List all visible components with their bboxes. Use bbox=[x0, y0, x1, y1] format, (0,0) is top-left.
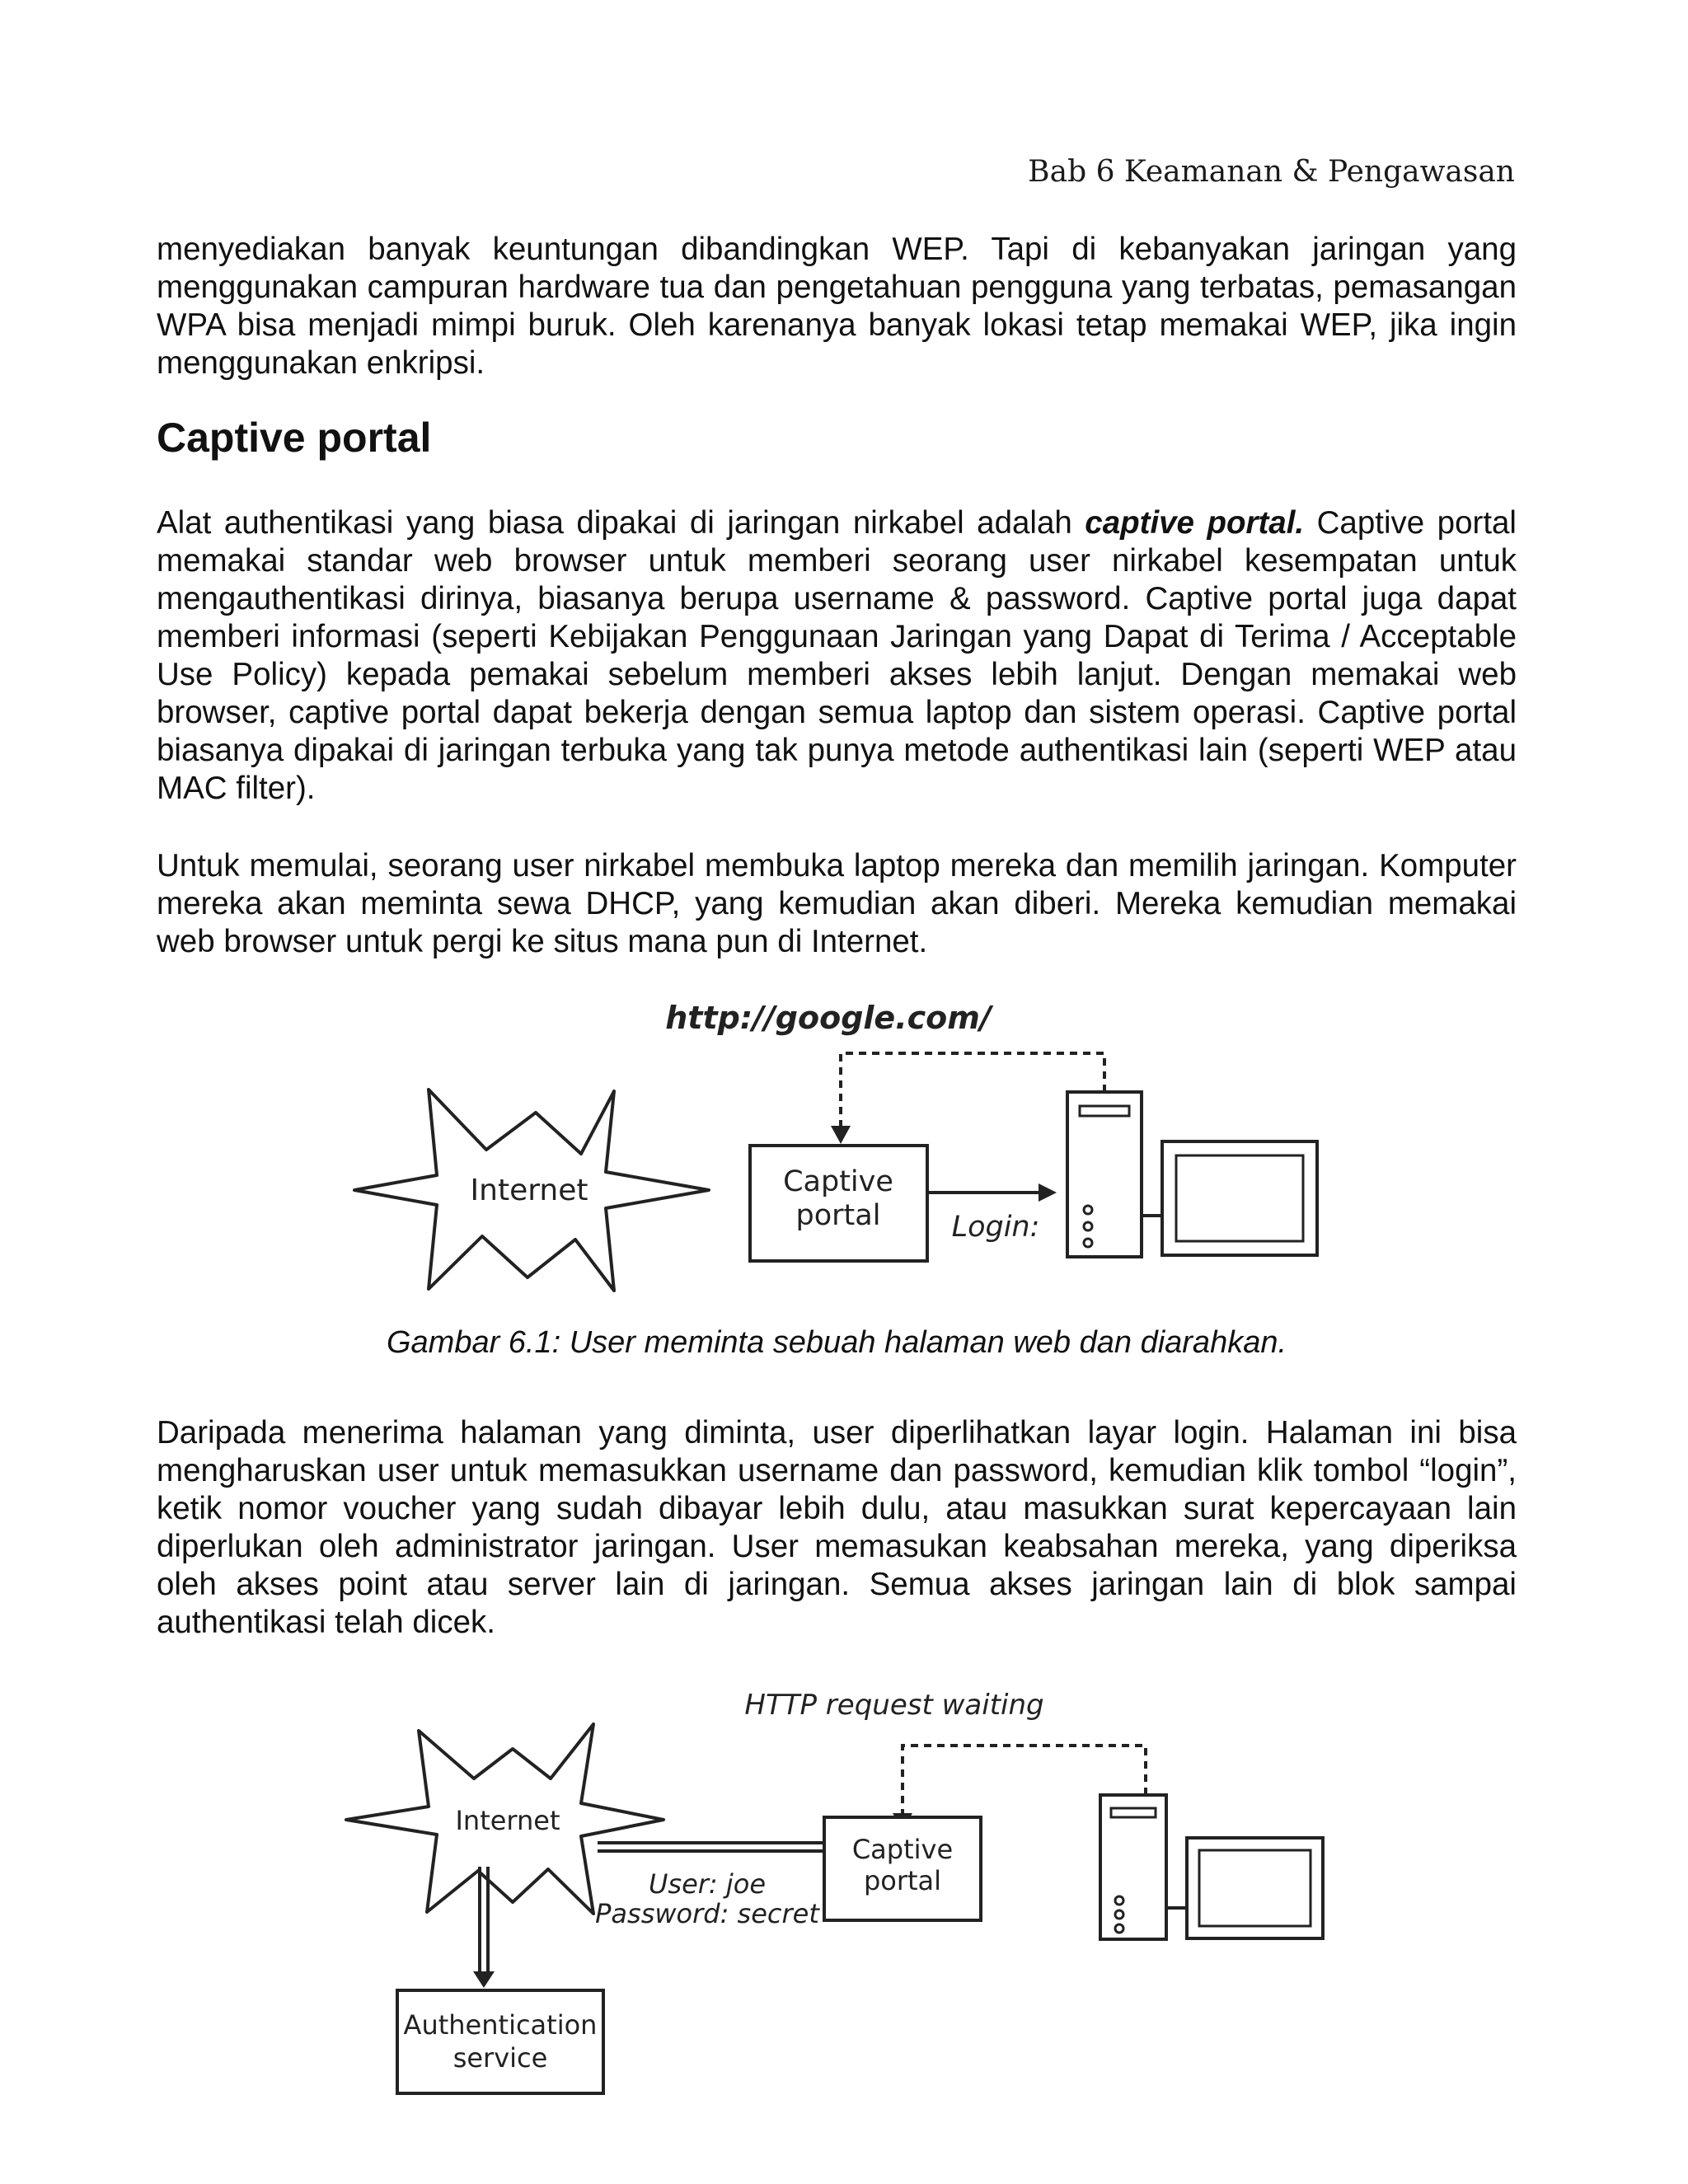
paragraph-text-rest: Captive portal memakai standar web browser untuk memberi seorang user nirkabel kesempatan untuk mengauthentikasi dirinya, biasanya berupa username & password. Captive portal juga dapat memberi informasi (seperti Kebijakan Penggunaan Jaringan yang Dapat di Terima / Acceptable Use Policy) kepada pemakai sebelum memberi akses lebih lanjut. Dengan memakai web browser, captive portal dapat bekerja dengan semua laptop dan sistem operasi. Captive portal biasanya dipakai di jaringan terbuka yang tak punya metode authentikasi lain (seperti WEP atau MAC filter). bbox=[157, 505, 1517, 806]
internet-label-2: Internet bbox=[455, 1805, 560, 1836]
running-header: Bab 6 Keamanan & Pengawasan bbox=[1028, 155, 1515, 189]
intro-paragraph-block bbox=[157, 231, 1517, 382]
redirect-arrow-head bbox=[831, 1126, 851, 1144]
figure-authentication-diagram bbox=[330, 1681, 1368, 2110]
figure-redirect-diagram bbox=[330, 989, 1368, 1319]
redirect-dashed-line bbox=[841, 1053, 1104, 1127]
password-credential-label: Password: secret bbox=[595, 1898, 819, 1929]
diagram2-svg bbox=[330, 1681, 1368, 2110]
user-credential-label: User: joe bbox=[648, 1868, 767, 1900]
monitor-icon bbox=[1162, 1141, 1317, 1255]
internet-label: Internet bbox=[470, 1174, 588, 1207]
paragraph-wpa-wep: menyediakan banyak keuntungan dibandingkan WEP. Tapi di kebanyakan jaringan yang menggunakan campuran hardware tua dan pengetahuan pengguna yang terbatas, pemasangan WPA bisa menjadi mimpi buruk. Oleh karenanya banyak lokasi tetap memakai WEP, jika ingin menggunakan enkripsi. bbox=[157, 232, 1517, 381]
captive-portal-paragraph-block bbox=[157, 504, 1517, 808]
monitor-icon-2 bbox=[1187, 1838, 1323, 1938]
figure-caption: Gambar 6.1: User meminta sebuah halaman web dan diarahkan. bbox=[386, 1325, 1287, 1360]
login-paragraph-block bbox=[157, 1414, 1517, 1642]
tower-computer-icon-2 bbox=[1100, 1795, 1166, 1939]
paragraph-login-screen: Daripada menerima halaman yang diminta, user diperlihatkan layar login. Halaman ini bisa mengharuskan user untuk memasukkan username dan password, kemudian klik tombol “login”, ketik nomor voucher yang sudah dibayar lebih dulu, atau masukkan surat kepercayaan lain diperlukan oleh administrator jaringan. User memasukan keabsahan mereka, yang diperiksa oleh akses point atau server lain di jaringan. Semua akses jaringan lain di blok sampai authentikasi telah dicek. bbox=[157, 1415, 1517, 1640]
http-request-label: HTTP request waiting bbox=[744, 1689, 1044, 1722]
auth-arrow-head bbox=[473, 1971, 495, 1988]
captive-portal-label-line2: portal bbox=[795, 1199, 881, 1232]
captive-portal-label-line1: Captive bbox=[783, 1165, 893, 1198]
paragraph-captive-portal bbox=[157, 504, 1517, 808]
login-label: Login: bbox=[951, 1211, 1040, 1244]
paragraph-text-start: Alat authentikasi yang biasa dipakai di jaringan nirkabel adalah bbox=[157, 505, 1085, 541]
login-arrow-head bbox=[1039, 1183, 1057, 1202]
section-title: Captive portal bbox=[157, 415, 432, 461]
tower-computer-icon bbox=[1067, 1092, 1142, 1257]
captive-portal-label2-line1: Captive bbox=[851, 1834, 954, 1865]
url-label: http://google.com/ bbox=[665, 1000, 992, 1036]
section-heading-block bbox=[157, 415, 1517, 461]
paragraph-getting-started: Untuk memulai, seorang user nirkabel membuka laptop mereka dan memilih jaringan. Komputer mereka akan meminta sewa DHCP, yang kemudian akan diberi. Mereka kemudian memakai web browser untuk pergi ke situs mana pun di Internet. bbox=[157, 848, 1517, 959]
auth-service-label-line2: service bbox=[452, 2042, 548, 2074]
emphasis-captive-portal: captive portal. bbox=[1085, 505, 1305, 541]
captive-portal-label2-line2: portal bbox=[863, 1865, 942, 1896]
diagram-svg bbox=[330, 989, 1368, 1319]
auth-service-label-line1: Authentication bbox=[403, 2009, 598, 2041]
start-paragraph-block bbox=[157, 847, 1517, 961]
